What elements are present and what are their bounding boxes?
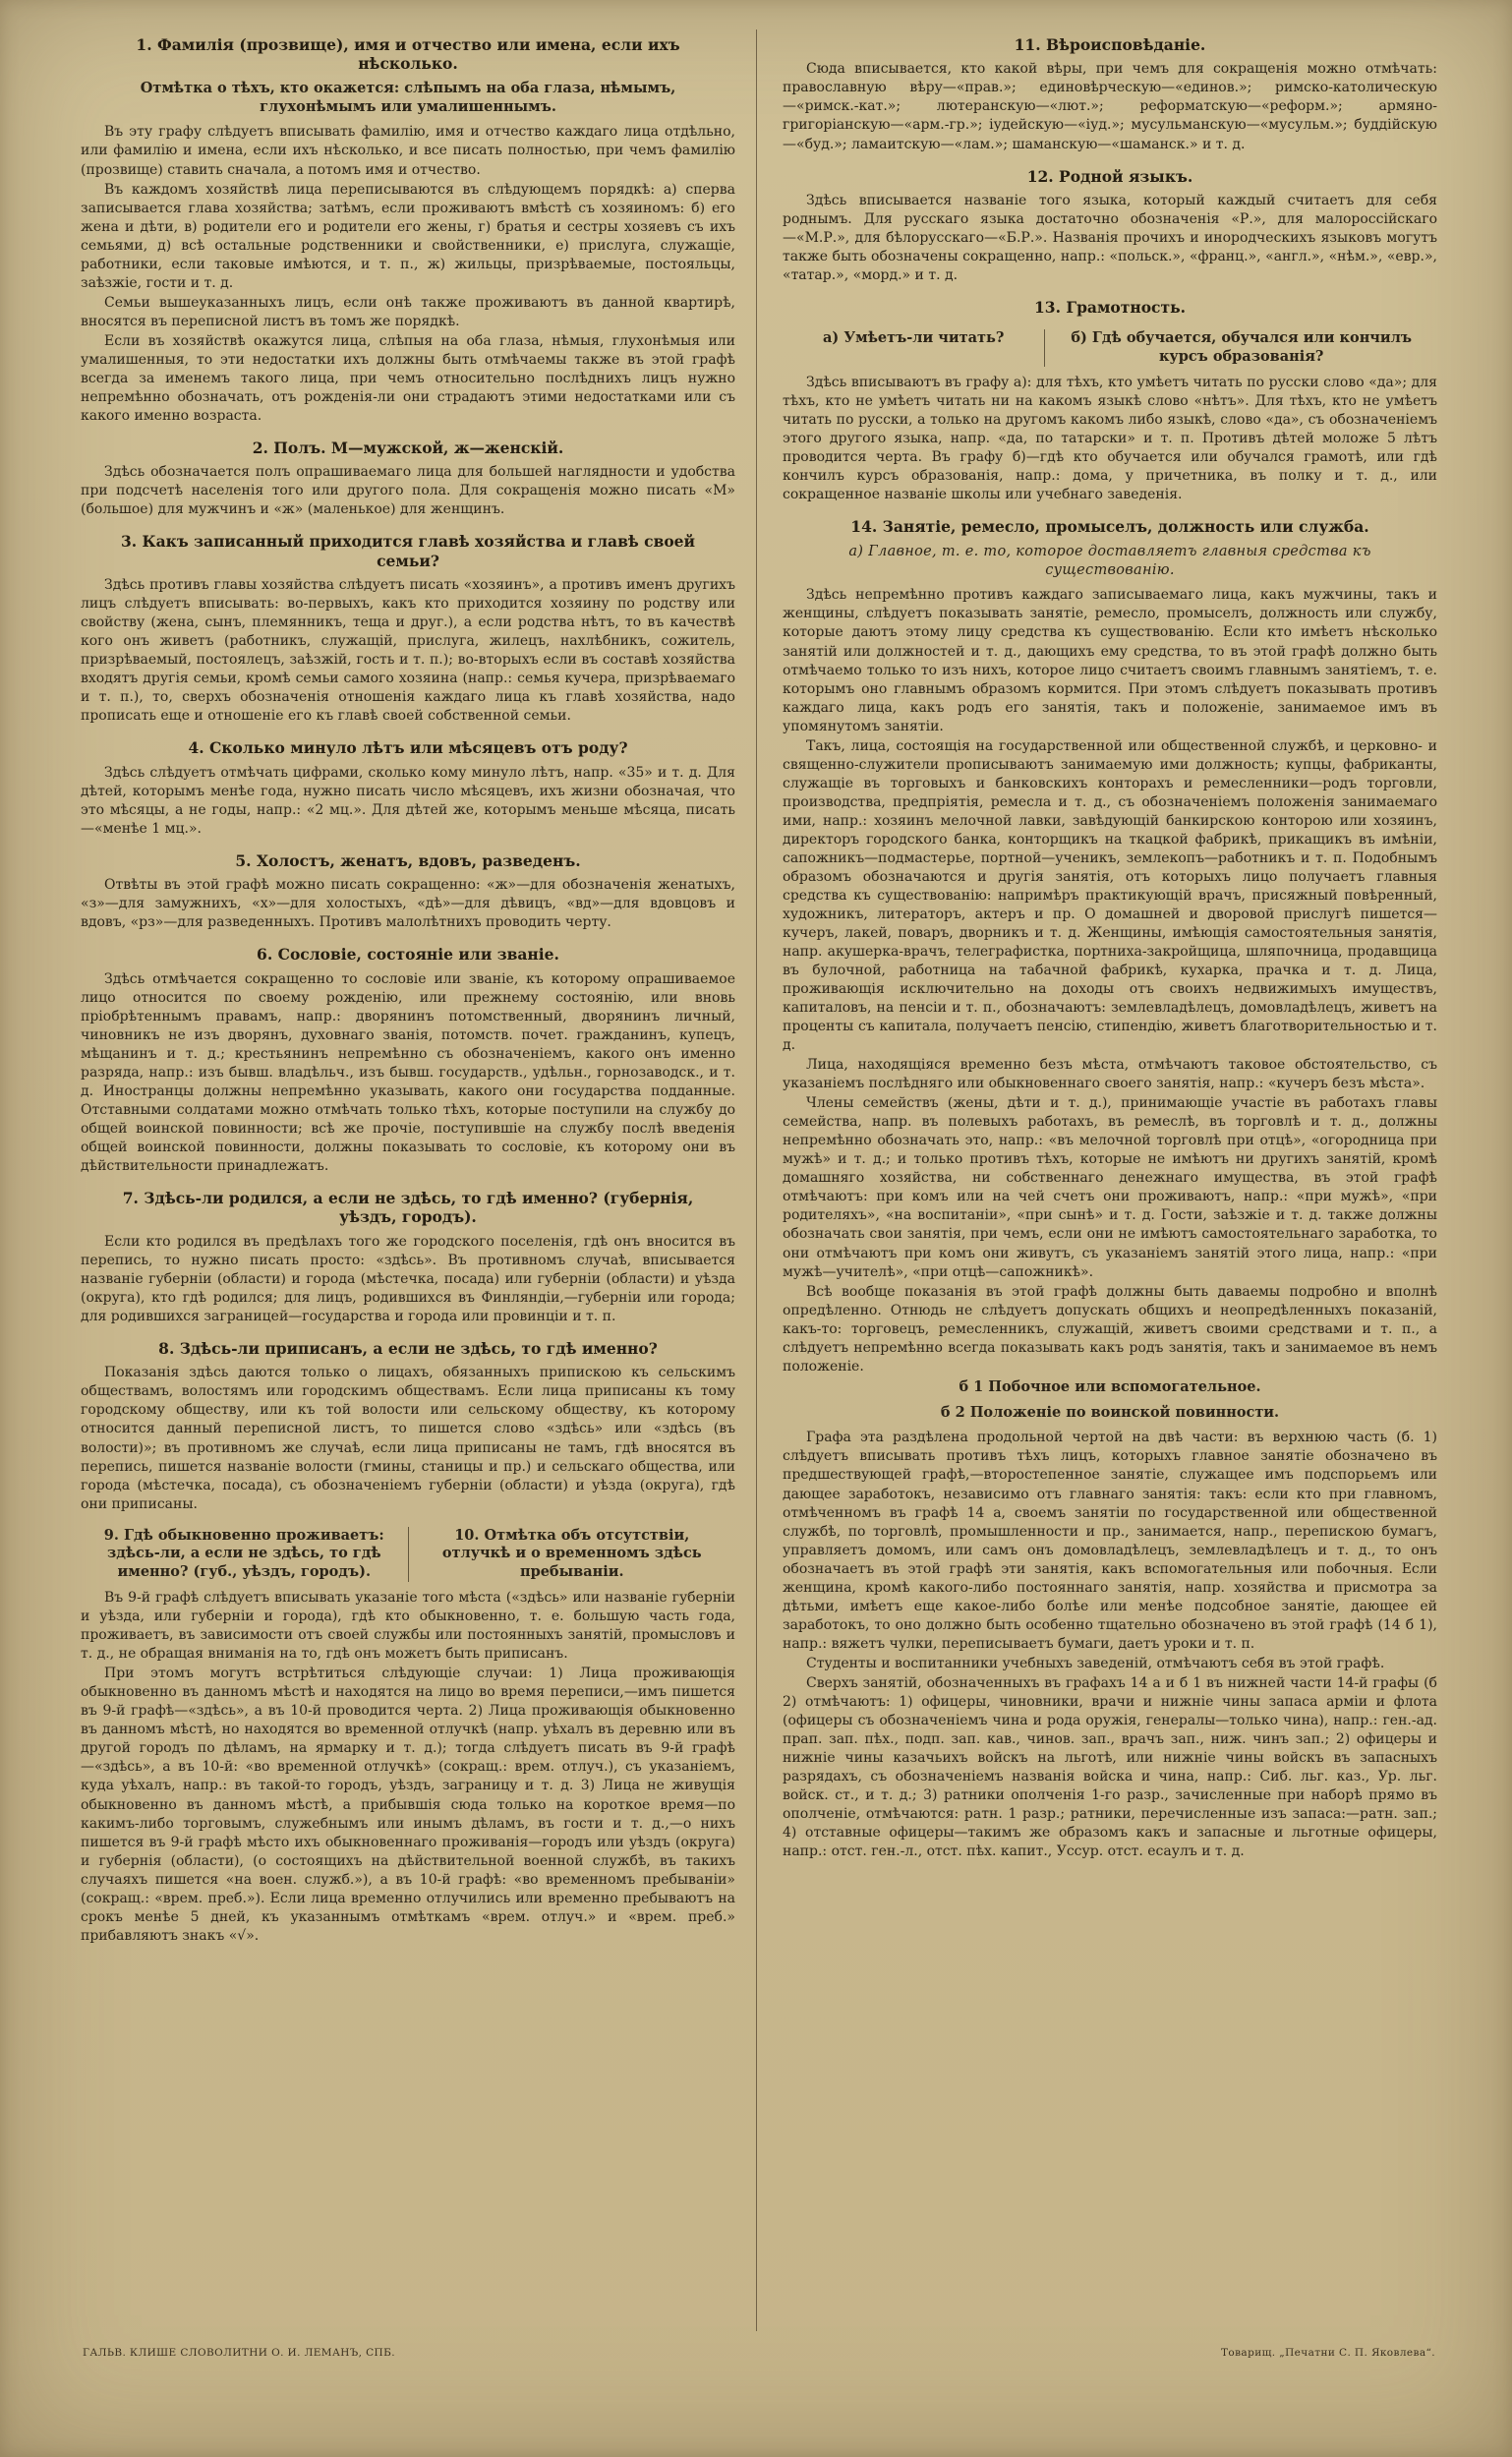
question-14a-paragraph: Члены семействъ (жены, дѣти и т. д.), принимающіе участіе въ работахъ главы семейства, напр. въ полевыхъ работахъ, въ ремеслѣ, въ торговлѣ и т. д., должны непремѣнно обозначать это, напр.: «въ мелочной торговлѣ при отцѣ», «огородница при мужѣ» и т. д.; и только противъ тѣхъ, которые не имѣютъ ни другихъ занятій, кромѣ домашняго хозяйства, ни собственнаго денежнаго имущества, въ этой графѣ отмѣчаютъ: при комъ или на чей счетъ они проживаютъ, напр.: «при мужѣ», «при родителяхъ», «на воспитаніи», «при сынѣ» и т. д. Гости, заѣзжіе и т. д. также должны обозначать свои занятія, при чемъ, если они не имѣютъ самостоятельнаго заработка, то они отмѣчаютъ при комъ они живутъ, съ указаніемъ занятій этого лица, напр.: «при мужѣ—учителѣ», «при отцѣ—сапожникѣ». [783,1095,1437,1280]
question-10-heading: 10. Отмѣтка объ отсутствіи, отлучкѣ и о временномъ здѣсь пребываніи. [441,1526,702,1581]
question-13-heading: 13. Грамотность. [1034,298,1186,318]
question-1-paragraph: Въ эту графу слѣдуетъ вписывать фамилію, имя и отчество каждаго лица отдѣльно, или фамилію и имена, если ихъ нѣсколько, и все писать полностью, при чемъ фамилію (прозвище) ставить сначала, а потомъ имя и отчество. [81,124,735,178]
question-4-section [81,738,735,839]
question-4-heading: 4. Сколько минуло лѣтъ или мѣсяцевъ отъ роду? [188,738,628,758]
question-14-heading: 14. Занятіе, ремесло, промыселъ, должность или служба. [850,517,1369,537]
question-14b-paragraph: Студенты и воспитанники учебныхъ заведеній, отмѣчаютъ себя въ этой графѣ. [806,1655,1385,1671]
question-2-heading: 2. Полъ. М—мужской, ж—женскій. [252,438,564,457]
question-1-heading: 1. Фамилія (прозвище), имя и отчество или имена, если ихъ нѣсколько. [136,35,680,74]
question-9-heading: 9. Гдѣ обыкновенно проживаетъ: здѣсь-ли, а если не здѣсь, то гдѣ именно? (губ., уѣздъ, городъ). [103,1526,384,1581]
question-11-paragraph: Сюда вписывается, кто какой вѣры, при чемъ для сокращенія можно отмѣчать: православную вѣру—«прав.»; единовѣрческую—«единов.»; римско-католическую—«римск.-кат.»; лютеранскую—«лют.»; реформатскую—«реформ.»; армяно-григоріанскую—«арм.-гр.»; іудейскую—«іуд.»; мусульманскую—«мусульм.»; буддійскую—«буд.»; ламаитскую—«лам.»; шаманскую—«шаманск.» и т. д. [783,61,1437,152]
question-14b1-subheading: б 1 Побочное или вспомогательное. [959,1377,1261,1395]
question-6-paragraph: Здѣсь отмѣчается сокращенно то сословіе или званіе, къ которому опрашиваемое лицо относится по своему рожденію, или прежнему состоянію, или вновь пріобрѣтеннымъ правамъ, напр.: дворянинъ потомственный, дворянинъ личный, чиновникъ не изъ дворянъ, духовнаго званія, потомств. почет. гражданинъ, купецъ, мѣщанинъ и т. д.; крестьянинъ непремѣнно съ обозначеніемъ, какого онъ именно разряда, напр.: изъ бывш. владѣльч., изъ бывш. государств., удѣльн., горнозаводск., и т. д. Иностранцы должны непремѣнно указывать, какого они государства подданные. Отставными солдатами можно отмѣчать только тѣхъ, которые поступили на службу до общей воинской повинности; всѣ же прочіе, поступившіе на службу послѣ введенія общей воинской повинности, должны показывать то сословіе, къ которому они въ дѣйствительности принадлежатъ. [81,970,735,1175]
question-13-section [783,298,1437,504]
question-14a-paragraph: Всѣ вообще показанія въ этой графѣ должны быть даваемы подробно и вполнѣ опредѣленно. Отнюдь не слѣдуетъ допускать общихъ и неопредѣленныхъ показаній, какъ-то: торговецъ, ремесленникъ, служащій, живетъ своими средствами и т. п., а слѣдуетъ непремѣнно всегда показывать какъ родъ занятія, такъ и занимаемое въ немъ положеніе. [783,1283,1437,1375]
question-9-10-section [81,1527,735,1946]
question-14a-subheading: а) Главное, т. е. то, которое доставляетъ главныя средства къ существованію. [848,543,1371,578]
question-2-section [81,439,735,519]
question-6-heading: 6. Сословіе, состояніе или званіе. [257,945,559,965]
question-3-section [81,532,735,726]
question-13a-heading: а) Умѣетъ-ли читать? [823,329,1005,347]
question-7-paragraph: Если кто родился въ предѣлахъ того же городского поселенія, гдѣ онъ вносится въ перепись, то нужно писать просто: «здѣсь». Въ противномъ случаѣ, вписывается названіе губерніи (области) и города (мѣстечка, посада) или губерніи (области) и уѣзда (округа), кто гдѣ родился; для лицъ, родившихся въ Финляндіи,—губерніи или города; для родившихся заграницей—государства и города или провинціи и т. п. [81,1233,735,1324]
question-12-paragraph: Здѣсь вписывается названіе того языка, который каждый считаетъ для себя роднымъ. Для русскаго языка достаточно обозначенія «Р.», для малороссійскаго—«М.Р.», для бѣлорусскаго—«Б.Р.». Названія прочихъ и инородческихъ языковъ могутъ также быть обозначены сокращенно, напр.: «польск.», «франц.», «англ.», «нѣм.», «евр.», «татар.», «морд.» и т. д. [783,192,1437,284]
question-14a-paragraph: Здѣсь непремѣнно противъ каждаго записываемаго лица, какъ мужчины, такъ и женщины, слѣдуетъ показывать занятіе, ремесло, промыселъ, должность или службу, которые даютъ этому лицу средства къ существованію. Если кто имѣетъ нѣсколько занятій или должностей и т. д., дающихъ ему средства, то въ этой графѣ должно быть отмѣчаемо только то изъ нихъ, которое лицо считаетъ своимъ главнымъ занятіемъ, т. е. которымъ оно главнымъ образомъ кормится. При этомъ слѣдуетъ показывать противъ каждаго лица, какъ родъ его занятія, такъ и положеніе, занимаемое имъ въ упомянутомъ занятіи. [783,587,1437,734]
question-5-section [81,851,735,932]
question-2-paragraph: Здѣсь обозначается полъ опрашиваемаго лица для большей наглядности и удобства при подсчетѣ населенія того или другого пола. Для сокращенія можно писать «М» (большое) для мужчинъ и «ж» (маленькое) для женщинъ. [81,464,735,518]
question-1-paragraph: Семьи вышеуказанныхъ лицъ, если онѣ также проживаютъ въ данной квартирѣ, вносятся въ переписной листъ въ томъ же порядкѣ. [81,294,735,329]
imprint-right: Товарищ. „Печатни С. П. Яковлева“. [1221,2347,1435,2359]
question-5-paragraph: Отвѣты въ этой графѣ можно писать сокращенно: «ж»—для обозначенія женатыхъ, «з»—для замужнихъ, «х»—для холостыхъ, «дѣ»—для дѣвицъ, «вд»—для вдовцовъ и вдовъ, «рз»—для разведенныхъ. Противъ малолѣтнихъ проводить черту. [81,877,735,931]
question-14a-paragraph: Такъ, лица, состоящія на государственной или общественной службѣ, и церковно- и священно-служители прописываютъ занимаемую ими должность; купцы, фабриканты, служащіе въ торговыхъ и банковскихъ конторахъ и ремесленники—родъ торговли, производства, предпріятія, ремесла и т. д., съ обозначеніемъ положенія занимаемаго ими, напр.: хозяинъ мелочной лавки, завѣдующій банкирскою конторою или хозяинъ, директоръ городского банка, конторщикъ на ткацкой фабрикѣ, прикащикъ въ имѣніи, сапожникъ—подмастерье, портной—ученикъ, землекопъ—работникъ и т. п. Подобнымъ образомъ обозначаются и другія занятія, отъ которыхъ лицо получаетъ главныя средства къ существованію: напримѣръ практикующій врачъ, присяжный повѣренный, художникъ, литераторъ, актеръ и пр. О домашней и дворовой прислугѣ пишется—кучеръ, лакей, поваръ, дворникъ и т. д. Женщины, имѣющія самостоятельныя занятія, напр. акушерка-врачъ, телеграфистка, портниха-закройщица, шляпочница, продавщица въ булочной, работница на табачной фабрикѣ, кухарка, прачка и т. д. Лица, проживающія исключительно на доходы отъ своихъ недвижимыхъ имуществъ, капиталовъ, на пенсіи и т. п., обозначаютъ: землевладѣлецъ, домовладѣлецъ, живетъ на проценты съ капитала, получаетъ пенсію, стипендію, живетъ благотворительностью и т. д. [783,737,1437,1054]
two-column-layout [81,35,1437,2321]
question-14b2-subheading: б 2 Положеніе по воинской повинности. [940,1403,1280,1421]
question-1-note-heading: Отмѣтка о тѣхъ, кто окажется: слѣпымъ на оба глаза, нѣмымъ, глухонѣмымъ или умалишеннымъ. [140,79,676,115]
question-9-10-paragraph: Въ 9-й графѣ слѣдуетъ вписывать указаніе того мѣста («здѣсь» или названіе губерніи и уѣзда, или губерніи и города), гдѣ кто обыкновенно, т. е. большую часть года, проживаетъ, въ зависимости отъ своей службы или постоянныхъ занятій, промысловъ и т. д., не обращая вниманія на то, гдѣ онъ можетъ быть приписанъ. [81,1590,735,1663]
question-8-paragraph: Показанія здѣсь даются только о лицахъ, обязанныхъ припискою къ сельскимъ обществамъ, волостямъ или городскимъ обществамъ. Если лица приписаны къ тому городскому обществу, или къ той волости или сельскому обществу, къ которому относится данный переписной листъ, то пишется слово «здѣсь» или «здѣсь (въ волости)»; въ противномъ же случаѣ, если лица приписаны не тамъ, гдѣ вносятся въ перепись, пишется названіе волости (гмины, станицы и пр.) и сельскаго общества, или города (мѣстечка, посада), съ обозначеніемъ губерніи (области) и уѣзда (округа), гдѣ они приписаны. [81,1365,735,1512]
question-14-section [783,517,1437,1861]
imprint-row [83,2347,1435,2359]
question-8-section [81,1339,735,1514]
question-3-paragraph: Здѣсь противъ главы хозяйства слѣдуетъ писать «хозяинъ», а противъ именъ другихъ лицъ слѣдуетъ вписывать: во-первыхъ, какъ кто приходится хозяину по родству или свойству (жена, сынъ, племянникъ, теща и друг.), а если родства нѣтъ, то въ качествѣ кого онъ живетъ (работникъ, служащій, прислуга, жилецъ, нахлѣбникъ, сожитель, призрѣваемый, постоялецъ, заѣзжій, гость и т. п.); во-вторыхъ если въ составѣ хозяйства входятъ другія семьи, кромѣ семьи самого хозяина (напр.: семья кучера, призрѣваемаго и т. п.), то, сверхъ обозначенія отношенія каждаго лица къ главѣ хозяйства, надо прописать еще и отношеніе его къ главѣ своей собственной семьи. [81,577,735,725]
question-3-heading: 3. Какъ записанный приходится главѣ хозяйства и главѣ своей семьи? [120,532,696,570]
question-9-10-paragraph: При этомъ могутъ встрѣтиться слѣдующіе случаи: 1) Лица проживающія обыкновенно въ данномъ мѣстѣ и находятся на лицо во время переписи,—имъ пишется въ 9-й графѣ—«здѣсь», а въ 10-й проводится черта. 2) Лица проживающія обыкновенно въ данномъ мѣстѣ, но находятся во временной отлучкѣ (напр. уѣхалъ въ деревню или въ другой городъ по дѣламъ, на ярмарку и т. д.); тогда слѣдуетъ писать въ 9-й графѣ—«здѣсь», а въ 10-й: «во временной отлучкѣ» (сокращ.: врем. отлуч.), съ указаніемъ, куда уѣхалъ, напр.: въ такой-то городъ, уѣздъ, заграницу и т. д. 3) Лица не живущія обыкновенно въ данномъ мѣстѣ, а прибывшія сюда только на короткое время—по какимъ-либо торговымъ, служебнымъ или инымъ дѣламъ, въ гости и т. д.,—о нихъ пишется въ 9-й графѣ мѣсто ихъ обыкновеннаго проживанія—городъ или уѣздъ (округа) и губернія (области), (о состоящихъ на дѣйствительной военной службѣ, въ такихъ случаяхъ пишется «на воен. служб.»), а въ 10-й графѣ: «во временномъ пребываніи» (сокращ.: «врем. преб.»). Если лица временно отлучились или временно пребываютъ на срокъ менѣе 5 дней, къ указаннымъ отмѣткамъ «врем. отлуч.» и «врем. преб.» прибавляютъ знакъ «√». [81,1666,735,1944]
question-5-heading: 5. Холостъ, женатъ, вдовъ, разведенъ. [235,850,581,870]
question-13-paragraph: Здѣсь вписываютъ въ графу а): для тѣхъ, кто умѣетъ читать по русски слово «да»; для тѣхъ, кто не умѣетъ читать ни на какомъ языкѣ слово «нѣтъ». Для тѣхъ, кто не умѣетъ читать по русски, а только на другомъ какомъ либо языкѣ, слово «да», съ обозначеніемъ этого другого языка, напр. «да, по татарски» и т. п. Противъ дѣтей моложе 5 лѣтъ проводится черта. Въ графу б)—гдѣ кто обучается или обучался грамотѣ, или гдѣ кончилъ курсъ образованія, напр.: дома, у причетника, въ полку и т. д., или сокращенное названіе школы или учебнаго заведенія. [783,375,1437,503]
question-12-section [783,167,1437,286]
question-7-section [81,1189,735,1326]
right-column [759,35,1437,2321]
question-4-paragraph: Здѣсь слѣдуетъ отмѣчать цифрами, сколько кому минуло лѣтъ, напр. «35» и т. д. Для дѣтей, которымъ менѣе года, нужно писать число мѣсяцевъ, ихъ жизни обозначая, что это мѣсяцы, а не годы, напр.: «2 мц.». Для дѣтей же, которымъ меньше мѣсяца, писать—«менѣе 1 мц.». [81,764,735,837]
question-8-heading: 8. Здѣсь-ли приписанъ, а если не здѣсь, то гдѣ именно? [158,1339,658,1358]
question-7-heading: 7. Здѣсь-ли родился, а если не здѣсь, то гдѣ именно? (губернія, уѣздъ, городъ). [122,1189,694,1227]
question-11-section [783,35,1437,154]
question-6-section [81,945,735,1176]
question-14b-paragraph: Сверхъ занятій, обозначенныхъ въ графахъ 14 а и б 1 въ нижней части 14-й графы (б 2) отмѣчаютъ: 1) офицеры, чиновники, врачи и нижніе чины запаса арміи и флота (офицеры съ обозначеніемъ чина и рода оружія, генералы—только чина), напр.: ген.-ад. прап. зап. пѣх., подп. зап. кав., чинов. зап., врачъ зап., ниж. чинъ зап.; 2) офицеры и нижніе чины казачьихъ войскъ на льготѣ, или нижніе чины войскъ въ запасныхъ разрядахъ, съ обозначеніемъ названія войска и чина, напр.: Сиб. льг. каз., Ур. льг. войск. ст., и т. д.; 3) ратники ополченія 1-го разр., зачисленные при наборѣ прямо въ ополченіе, отмѣчаются: ратн. 1 разр.; ратники, перечисленные изъ запаса:—ратн. зап.; 4) отставные офицеры—такимъ же образомъ какъ и запасные и льготные офицеры, напр.: отст. ген.-л., отст. пѣх. капит., Уссур. отст. есаулъ и т. д. [783,1674,1437,1860]
question-14a-paragraph: Лица, находящіяся временно безъ мѣста, отмѣчаютъ таковое обстоятельство, съ указаніемъ послѣдняго или обыкновеннаго своего занятія, напр.: «кучеръ безъ мѣста». [783,1057,1437,1092]
question-1-paragraph: Если въ хозяйствѣ окажутся лица, слѣпыя на оба глаза, нѣмыя, глухонѣмыя или умалишенныя, то эти недостатки ихъ должны быть отмѣчаемы также въ этой графѣ всегда за именемъ такого лица, при чемъ относительно послѣднихъ лицъ нужно непремѣнно обозначать, отъ рожденія-ли они страдаютъ этими недостатками или съ какого именно возраста. [81,332,735,424]
question-13-subheading-row [783,329,1437,367]
question-13b-heading: б) Гдѣ обучается, обучался или кончилъ курсъ образованія? [1071,329,1413,366]
imprint-left: ГАЛЬВ. КЛИШЕ СЛОВОЛИТНИ О. И. ЛЕМАНЪ, СПБ. [83,2347,395,2359]
question-9-10-heading-row [81,1527,735,1583]
question-12-heading: 12. Родной языкъ. [1026,166,1193,186]
question-11-heading: 11. Вѣроисповѣданіе. [1014,35,1206,54]
question-1-section [81,35,735,426]
left-column [81,35,759,2321]
question-14b-paragraph: Графа эта раздѣлена продольной чертой на двѣ части: въ верхнюю часть (б. 1) слѣдуетъ вписывать противъ тѣхъ лицъ, которыхъ главное занятіе обозначено въ предшествующей графѣ,—второстепенное занятіе, служащее имъ подспорьемъ или дающее заработокъ, независимо отъ главнаго занятія: такъ: если кто при главномъ, отмѣченномъ въ графѣ 14 а, своемъ занятіи по государственной или общественной службѣ, по торговлѣ, промышленности и пр., занимается, напр., перепискою бумагъ, управляетъ домомъ, или самъ онъ домовладѣлецъ, землевладѣлецъ и т. д., то онъ обозначаетъ въ этой графѣ эти занятія, какъ вспомогательныя или побочныя. Если женщина, кромѣ какого-либо постояннаго занятія, напр. хозяйства и присмотра за дѣтьми, имѣетъ еще какое-либо болѣе или менѣе подсобное занятіе, дающее ей заработокъ, то оно должно быть особенно тщательно обозначено въ этой графѣ (14 б 1), напр.: вяжетъ чулки, переписываетъ бумаги, даетъ уроки и т. п. [783,1430,1437,1652]
question-1-paragraph: Въ каждомъ хозяйствѣ лица переписываются въ слѣдующемъ порядкѣ: а) сперва записывается глава хозяйства; затѣмъ, если проживаютъ вмѣстѣ съ хозяиномъ: б) его жена и дѣти, в) родители его и родители его жены, г) братья и сестры хозяевъ съ ихъ семьями, д) всѣ остальные родственники и свойственники, е) прислуга, служащіе, работники, если таковые имѣются, и т. п., ж) жильцы, призрѣваемые, постояльцы, заѣзжіе, гости и т. д. [81,181,735,291]
